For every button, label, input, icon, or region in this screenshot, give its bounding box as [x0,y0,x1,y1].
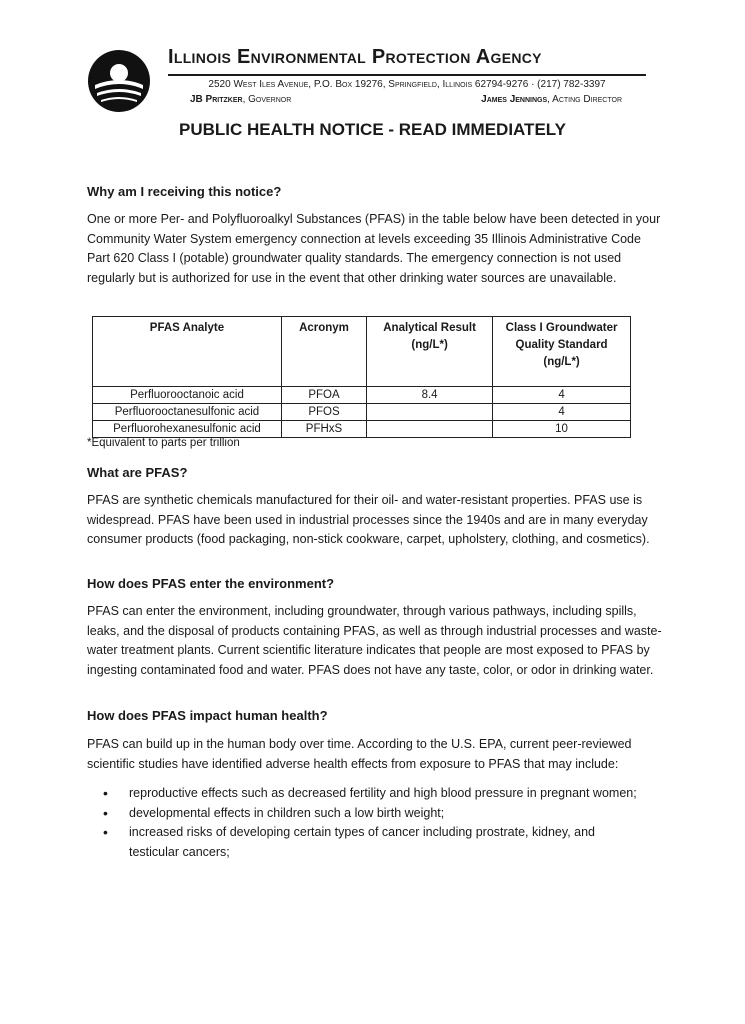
table-cell: 10 [493,421,631,438]
health-effects-list [87,784,647,862]
column-header-result: Analytical Result (ng/L*) [367,317,493,387]
paragraph-what: PFAS are synthetic chemicals manufactured for their oil- and water-resistant properties. PFAS use is widespread. PFAS have been used in industrial processes since the 1940s and are in many everyday consumer products (food packaging, non-stick cookware, carpet, upholstery, clothing, and cosmetics). [87,493,650,546]
table-cell: 4 [493,404,631,421]
table-cell [367,421,493,438]
paragraph-why: One or more Per- and Polyfluoroalkyl Substances (PFAS) in the table below have been detected in your Community Water System emergency connection at levels exceeding 35 Illinois Administrative Code Part 620 Class I (potable) groundwater quality standards. The emergency connection is not used regularly but is authorized for use in the event that other drinking water sources are unavailable. [87,212,661,285]
director-line [481,94,622,105]
table-cell [367,404,493,421]
paragraph-enter: PFAS can enter the environment, including groundwater, through various pathways, including spills, leaks, and the disposal of products containing PFAS, as well as through industrial processes and waste-water treatment plants. Current scientific literature indicates that people are most exposed to PFAS by ingesting contaminated food and water. PFAS does not have any taste, color, or odor in drinking water. [87,604,662,677]
table-cell: Perfluorooctanesulfonic acid [93,404,282,421]
list-item: • developmental effects in children such a low birth weight; [87,804,647,824]
table-row [93,421,631,438]
table-cell: PFOS [281,404,366,421]
agency-name: Illinois Environmental Protection Agency [168,46,542,68]
column-header-analyte: PFAS Analyte [93,317,282,387]
illinois-epa-seal-icon [87,49,151,113]
table-cell: 4 [493,387,631,404]
table-cell: PFOA [281,387,366,404]
table-row [93,387,631,404]
list-item: • reproductive effects such as decreased fertility and high blood pressure in pregnant women; [87,784,647,804]
table-cell: Perfluorooctanoic acid [93,387,282,404]
table-row [93,404,631,421]
heading-why: Why am I receiving this notice? [87,184,282,199]
governor-title: , Governor [242,94,292,105]
list-item: • increased risks of developing certain types of cancer including prostrate, kidney, and testicular cancers; [87,823,647,862]
table-cell: 8.4 [367,387,493,404]
director-title: , Acting Director [547,94,622,105]
paragraph-health: PFAS can build up in the human body over time. According to the U.S. EPA, current peer-reviewed scientific studies have identified adverse health effects from exposure to PFAS that may include: [87,737,632,771]
pfas-results-table [92,316,631,438]
heading-enter: How does PFAS enter the environment? [87,576,335,591]
governor-name: JB Pritzker [190,94,243,105]
table-header-row [93,317,631,387]
agency-address: 2520 West Iles Avenue, P.O. Box 19276, Springfield, Illinois 62794-9276 · (217) 782-3397 [208,79,606,90]
column-header-standard: Class I Groundwater Quality Standard (ng/L*) [493,317,631,387]
heading-what: What are PFAS? [87,465,188,480]
governor-line [190,94,291,105]
header-rule [168,74,646,76]
director-name: James Jennings [481,94,548,105]
notice-title: PUBLIC HEALTH NOTICE - READ IMMEDIATELY [179,120,566,139]
heading-health: How does PFAS impact human health? [87,708,328,723]
table-cell: Perfluorohexanesulfonic acid [93,421,282,438]
column-header-acronym: Acronym [281,317,366,387]
table-cell: PFHxS [281,421,366,438]
table-footnote: *Equivalent to parts per trillion [87,437,240,449]
